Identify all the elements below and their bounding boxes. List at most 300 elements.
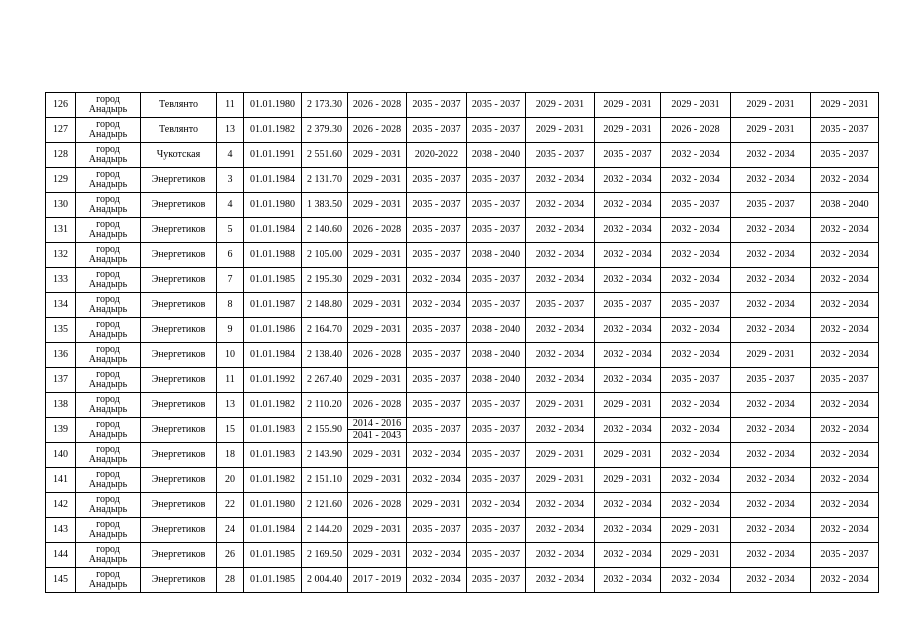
cell-period-8: 2032 - 2034 (811, 318, 879, 343)
cell-date: 01.01.1980 (244, 193, 302, 218)
cell-area: 2 267.40 (302, 368, 348, 393)
cell-house: 26 (217, 543, 244, 568)
cell-city (76, 493, 141, 518)
cell-date: 01.01.1984 (244, 168, 302, 193)
cell-house: 24 (217, 518, 244, 543)
cell-city (76, 218, 141, 243)
cell-period-8: 2032 - 2034 (811, 518, 879, 543)
cell-period-1: 2029 - 2031 (348, 193, 407, 218)
cell-city (76, 443, 141, 468)
cell-street: Энергетиков (141, 218, 217, 243)
city-line2: Анадырь (88, 579, 128, 590)
cell-period-7: 2032 - 2034 (731, 218, 811, 243)
city-line2: Анадырь (88, 104, 128, 115)
cell-period-6: 2032 - 2034 (661, 143, 731, 168)
cell-period-3: 2038 - 2040 (467, 143, 526, 168)
city-line1: город (96, 369, 120, 380)
cell-period-5: 2032 - 2034 (595, 218, 661, 243)
cell-city (76, 368, 141, 393)
city-line2: Анадырь (88, 279, 128, 290)
cell-period-7: 2032 - 2034 (731, 293, 811, 318)
cell-date: 01.01.1983 (244, 418, 302, 443)
cell-date: 01.01.1991 (244, 143, 302, 168)
city-line1: город (96, 219, 120, 230)
cell-street: Энергетиков (141, 368, 217, 393)
cell-period-4: 2032 - 2034 (526, 218, 595, 243)
housing-repair-schedule-table (45, 92, 879, 593)
cell-city (76, 168, 141, 193)
cell-period-2: 2035 - 2037 (407, 318, 467, 343)
cell-city (76, 543, 141, 568)
cell-period-3: 2035 - 2037 (467, 193, 526, 218)
city-line2: Анадырь (88, 204, 128, 215)
cell-period-8: 2032 - 2034 (811, 243, 879, 268)
cell-street: Энергетиков (141, 568, 217, 593)
cell-period-8: 2032 - 2034 (811, 393, 879, 418)
cell-period-3: 2035 - 2037 (467, 393, 526, 418)
cell-period-8: 2032 - 2034 (811, 493, 879, 518)
cell-period-8: 2032 - 2034 (811, 443, 879, 468)
cell-period-2: 2035 - 2037 (407, 193, 467, 218)
cell-area: 2 379.30 (302, 118, 348, 143)
cell-period-5: 2032 - 2034 (595, 168, 661, 193)
cell-number: 141 (46, 468, 76, 493)
city-line2: Анадырь (88, 179, 128, 190)
cell-number: 140 (46, 443, 76, 468)
cell-date: 01.01.1984 (244, 343, 302, 368)
city-line2: Анадырь (88, 404, 128, 415)
cell-period-4: 2032 - 2034 (526, 268, 595, 293)
cell-period-1: 2029 - 2031 (348, 168, 407, 193)
cell-street: Энергетиков (141, 293, 217, 318)
city-line2: Анадырь (88, 254, 128, 265)
cell-period-1: 2029 - 2031 (348, 318, 407, 343)
cell-period-8: 2032 - 2034 (811, 268, 879, 293)
table-row (46, 568, 879, 593)
cell-period-5: 2029 - 2031 (595, 443, 661, 468)
cell-period-8: 2032 - 2034 (811, 343, 879, 368)
cell-period-6: 2035 - 2037 (661, 368, 731, 393)
cell-house: 11 (217, 368, 244, 393)
cell-period-3: 2032 - 2034 (467, 493, 526, 518)
cell-period-1: 2029 - 2031 (348, 543, 407, 568)
cell-area: 2 164.70 (302, 318, 348, 343)
cell-period-3: 2035 - 2037 (467, 218, 526, 243)
city-line1: город (96, 269, 120, 280)
cell-period-6: 2032 - 2034 (661, 343, 731, 368)
cell-area: 2 151.10 (302, 468, 348, 493)
cell-period-6: 2032 - 2034 (661, 443, 731, 468)
period-1-top: 2014 - 2016 (348, 418, 406, 430)
cell-number: 143 (46, 518, 76, 543)
cell-city (76, 118, 141, 143)
cell-period-8: 2035 - 2037 (811, 543, 879, 568)
cell-period-4: 2035 - 2037 (526, 293, 595, 318)
cell-street: Энергетиков (141, 543, 217, 568)
city-line1: город (96, 469, 120, 480)
city-line1: город (96, 244, 120, 255)
cell-house: 13 (217, 118, 244, 143)
city-line2: Анадырь (88, 329, 128, 340)
cell-period-2: 2035 - 2037 (407, 93, 467, 118)
city-line1: город (96, 544, 120, 555)
cell-period-5: 2032 - 2034 (595, 418, 661, 443)
cell-area: 2 143.90 (302, 443, 348, 468)
cell-street: Энергетиков (141, 318, 217, 343)
cell-number: 129 (46, 168, 76, 193)
cell-city (76, 318, 141, 343)
cell-street: Энергетиков (141, 443, 217, 468)
cell-city (76, 93, 141, 118)
cell-period-7: 2032 - 2034 (731, 568, 811, 593)
cell-area: 2 144.20 (302, 518, 348, 543)
cell-date: 01.01.1982 (244, 468, 302, 493)
cell-number: 131 (46, 218, 76, 243)
cell-number: 135 (46, 318, 76, 343)
cell-house: 18 (217, 443, 244, 468)
table-row (46, 218, 879, 243)
cell-date: 01.01.1984 (244, 518, 302, 543)
cell-area: 2 173.30 (302, 93, 348, 118)
cell-period-1 (348, 418, 407, 443)
cell-period-5: 2029 - 2031 (595, 93, 661, 118)
city-line2: Анадырь (88, 554, 128, 565)
cell-house: 22 (217, 493, 244, 518)
cell-date: 01.01.1984 (244, 218, 302, 243)
cell-number: 137 (46, 368, 76, 393)
cell-period-7: 2032 - 2034 (731, 168, 811, 193)
cell-house: 15 (217, 418, 244, 443)
cell-period-4: 2032 - 2034 (526, 368, 595, 393)
cell-period-3: 2035 - 2037 (467, 543, 526, 568)
table-row (46, 168, 879, 193)
table-row (46, 268, 879, 293)
table-row (46, 193, 879, 218)
cell-city (76, 243, 141, 268)
table-row (46, 518, 879, 543)
cell-period-3: 2035 - 2037 (467, 93, 526, 118)
cell-date: 01.01.1987 (244, 293, 302, 318)
cell-period-8: 2029 - 2031 (811, 93, 879, 118)
city-line2: Анадырь (88, 154, 128, 165)
cell-period-2: 2035 - 2037 (407, 243, 467, 268)
cell-period-3: 2035 - 2037 (467, 293, 526, 318)
city-line2: Анадырь (88, 429, 128, 440)
cell-number: 133 (46, 268, 76, 293)
table-row (46, 343, 879, 368)
city-line2: Анадырь (88, 304, 128, 315)
cell-period-4: 2029 - 2031 (526, 443, 595, 468)
cell-period-6: 2032 - 2034 (661, 268, 731, 293)
cell-house: 9 (217, 318, 244, 343)
cell-period-5: 2032 - 2034 (595, 543, 661, 568)
cell-city (76, 193, 141, 218)
city-line1: город (96, 519, 120, 530)
table-row (46, 93, 879, 118)
cell-period-8: 2035 - 2037 (811, 143, 879, 168)
cell-period-2: 2035 - 2037 (407, 418, 467, 443)
city-line1: город (96, 94, 120, 105)
cell-period-4: 2032 - 2034 (526, 318, 595, 343)
cell-period-4: 2032 - 2034 (526, 418, 595, 443)
cell-period-3: 2035 - 2037 (467, 418, 526, 443)
cell-period-2: 2032 - 2034 (407, 268, 467, 293)
cell-period-6: 2029 - 2031 (661, 518, 731, 543)
cell-period-5: 2032 - 2034 (595, 568, 661, 593)
cell-period-4: 2029 - 2031 (526, 393, 595, 418)
cell-period-8: 2038 - 2040 (811, 193, 879, 218)
cell-number: 134 (46, 293, 76, 318)
cell-period-2: 2032 - 2034 (407, 468, 467, 493)
cell-period-2: 2032 - 2034 (407, 543, 467, 568)
cell-period-3: 2035 - 2037 (467, 168, 526, 193)
cell-period-2: 2035 - 2037 (407, 518, 467, 543)
cell-period-1: 2029 - 2031 (348, 518, 407, 543)
cell-period-1: 2029 - 2031 (348, 368, 407, 393)
cell-street: Энергетиков (141, 518, 217, 543)
cell-period-3: 2038 - 2040 (467, 243, 526, 268)
cell-city (76, 568, 141, 593)
cell-period-1: 2026 - 2028 (348, 493, 407, 518)
cell-period-7: 2032 - 2034 (731, 518, 811, 543)
cell-period-7: 2029 - 2031 (731, 118, 811, 143)
cell-date: 01.01.1985 (244, 543, 302, 568)
cell-period-4: 2032 - 2034 (526, 193, 595, 218)
cell-period-8: 2032 - 2034 (811, 293, 879, 318)
cell-number: 130 (46, 193, 76, 218)
cell-area: 2 169.50 (302, 543, 348, 568)
cell-period-1: 2029 - 2031 (348, 243, 407, 268)
cell-period-7: 2032 - 2034 (731, 543, 811, 568)
cell-period-8: 2032 - 2034 (811, 468, 879, 493)
cell-date: 01.01.1985 (244, 268, 302, 293)
cell-area: 2 131.70 (302, 168, 348, 193)
cell-period-2: 2035 - 2037 (407, 118, 467, 143)
cell-street: Энергетиков (141, 468, 217, 493)
cell-period-3: 2038 - 2040 (467, 368, 526, 393)
cell-street: Энергетиков (141, 418, 217, 443)
city-line1: город (96, 569, 120, 580)
cell-period-6: 2032 - 2034 (661, 318, 731, 343)
table-row (46, 243, 879, 268)
cell-period-4: 2032 - 2034 (526, 243, 595, 268)
cell-period-5: 2029 - 2031 (595, 393, 661, 418)
cell-city (76, 268, 141, 293)
cell-period-3: 2035 - 2037 (467, 518, 526, 543)
city-line1: город (96, 494, 120, 505)
cell-house: 4 (217, 193, 244, 218)
cell-area: 2 105.00 (302, 243, 348, 268)
cell-area: 2 148.80 (302, 293, 348, 318)
cell-period-2: 2035 - 2037 (407, 368, 467, 393)
cell-period-8: 2032 - 2034 (811, 168, 879, 193)
cell-period-8: 2035 - 2037 (811, 118, 879, 143)
cell-house: 28 (217, 568, 244, 593)
cell-period-5: 2032 - 2034 (595, 193, 661, 218)
table-row (46, 143, 879, 168)
cell-number: 126 (46, 93, 76, 118)
cell-city (76, 518, 141, 543)
cell-period-4: 2032 - 2034 (526, 568, 595, 593)
cell-period-7: 2032 - 2034 (731, 418, 811, 443)
cell-date: 01.01.1982 (244, 118, 302, 143)
cell-area: 2 138.40 (302, 343, 348, 368)
cell-period-5: 2032 - 2034 (595, 268, 661, 293)
cell-number: 145 (46, 568, 76, 593)
cell-period-5: 2029 - 2031 (595, 118, 661, 143)
cell-period-2: 2035 - 2037 (407, 343, 467, 368)
cell-house: 8 (217, 293, 244, 318)
cell-period-4: 2032 - 2034 (526, 543, 595, 568)
cell-house: 7 (217, 268, 244, 293)
table-row (46, 443, 879, 468)
cell-period-1: 2029 - 2031 (348, 268, 407, 293)
cell-date: 01.01.1980 (244, 93, 302, 118)
cell-number: 138 (46, 393, 76, 418)
cell-period-7: 2032 - 2034 (731, 393, 811, 418)
cell-area: 2 155.90 (302, 418, 348, 443)
cell-period-1: 2026 - 2028 (348, 218, 407, 243)
cell-street: Энергетиков (141, 393, 217, 418)
cell-house: 13 (217, 393, 244, 418)
cell-period-7: 2035 - 2037 (731, 368, 811, 393)
cell-number: 144 (46, 543, 76, 568)
cell-house: 6 (217, 243, 244, 268)
cell-area: 1 383.50 (302, 193, 348, 218)
cell-city (76, 418, 141, 443)
cell-date: 01.01.1985 (244, 568, 302, 593)
city-line2: Анадырь (88, 454, 128, 465)
cell-number: 139 (46, 418, 76, 443)
cell-period-1: 2029 - 2031 (348, 443, 407, 468)
cell-period-7: 2029 - 2031 (731, 343, 811, 368)
cell-date: 01.01.1992 (244, 368, 302, 393)
table-row (46, 118, 879, 143)
cell-period-8: 2032 - 2034 (811, 568, 879, 593)
cell-period-2: 2029 - 2031 (407, 493, 467, 518)
cell-city (76, 293, 141, 318)
city-line2: Анадырь (88, 504, 128, 515)
city-line1: город (96, 194, 120, 205)
cell-period-7: 2032 - 2034 (731, 143, 811, 168)
cell-period-2: 2032 - 2034 (407, 568, 467, 593)
cell-period-2: 2032 - 2034 (407, 443, 467, 468)
cell-period-2: 2035 - 2037 (407, 218, 467, 243)
cell-date: 01.01.1983 (244, 443, 302, 468)
city-line2: Анадырь (88, 379, 128, 390)
city-line1: город (96, 294, 120, 305)
cell-area: 2 195.30 (302, 268, 348, 293)
cell-period-6: 2026 - 2028 (661, 118, 731, 143)
cell-street: Чукотская (141, 143, 217, 168)
cell-area: 2 140.60 (302, 218, 348, 243)
cell-period-7: 2032 - 2034 (731, 268, 811, 293)
cell-period-3: 2038 - 2040 (467, 343, 526, 368)
cell-period-1: 2026 - 2028 (348, 393, 407, 418)
cell-period-6: 2032 - 2034 (661, 468, 731, 493)
table-body (46, 93, 879, 593)
cell-area: 2 110.20 (302, 393, 348, 418)
cell-period-5: 2032 - 2034 (595, 368, 661, 393)
cell-period-7: 2032 - 2034 (731, 318, 811, 343)
cell-period-3: 2035 - 2037 (467, 468, 526, 493)
cell-period-5: 2035 - 2037 (595, 293, 661, 318)
cell-house: 5 (217, 218, 244, 243)
cell-number: 136 (46, 343, 76, 368)
city-line1: город (96, 169, 120, 180)
table-row (46, 318, 879, 343)
city-line2: Анадырь (88, 354, 128, 365)
city-line2: Анадырь (88, 129, 128, 140)
cell-period-1: 2029 - 2031 (348, 468, 407, 493)
cell-date: 01.01.1986 (244, 318, 302, 343)
cell-period-5: 2032 - 2034 (595, 343, 661, 368)
cell-period-3: 2035 - 2037 (467, 568, 526, 593)
cell-date: 01.01.1982 (244, 393, 302, 418)
cell-house: 3 (217, 168, 244, 193)
cell-period-5: 2032 - 2034 (595, 518, 661, 543)
cell-street: Энергетиков (141, 168, 217, 193)
cell-period-6: 2032 - 2034 (661, 568, 731, 593)
cell-period-5: 2035 - 2037 (595, 143, 661, 168)
city-line2: Анадырь (88, 229, 128, 240)
cell-period-7: 2032 - 2034 (731, 493, 811, 518)
city-line1: город (96, 319, 120, 330)
period-1-bottom: 2041 - 2043 (352, 430, 402, 441)
cell-street: Тевлянто (141, 93, 217, 118)
cell-period-8: 2032 - 2034 (811, 218, 879, 243)
cell-period-6: 2035 - 2037 (661, 193, 731, 218)
cell-period-6: 2032 - 2034 (661, 168, 731, 193)
cell-number: 128 (46, 143, 76, 168)
cell-period-7: 2035 - 2037 (731, 193, 811, 218)
cell-date: 01.01.1988 (244, 243, 302, 268)
cell-period-4: 2029 - 2031 (526, 468, 595, 493)
table-row (46, 543, 879, 568)
cell-number: 132 (46, 243, 76, 268)
cell-area: 2 004.40 (302, 568, 348, 593)
city-line1: город (96, 344, 120, 355)
table-row (46, 368, 879, 393)
city-line2: Анадырь (88, 529, 128, 540)
city-line1: город (96, 119, 120, 130)
cell-period-4: 2029 - 2031 (526, 93, 595, 118)
cell-area: 2 551.60 (302, 143, 348, 168)
cell-period-1: 2026 - 2028 (348, 343, 407, 368)
cell-period-4: 2032 - 2034 (526, 518, 595, 543)
cell-period-5: 2032 - 2034 (595, 318, 661, 343)
cell-period-5: 2029 - 2031 (595, 468, 661, 493)
cell-period-2: 2032 - 2034 (407, 293, 467, 318)
cell-period-7: 2032 - 2034 (731, 443, 811, 468)
cell-number: 142 (46, 493, 76, 518)
cell-period-3: 2038 - 2040 (467, 318, 526, 343)
cell-period-6: 2032 - 2034 (661, 493, 731, 518)
cell-period-1: 2029 - 2031 (348, 143, 407, 168)
cell-city (76, 468, 141, 493)
table-row (46, 418, 879, 443)
cell-street: Энергетиков (141, 493, 217, 518)
cell-period-6: 2029 - 2031 (661, 93, 731, 118)
cell-city (76, 343, 141, 368)
cell-period-6: 2032 - 2034 (661, 393, 731, 418)
table-row (46, 393, 879, 418)
cell-period-4: 2035 - 2037 (526, 143, 595, 168)
cell-period-1: 2029 - 2031 (348, 293, 407, 318)
city-line1: город (96, 394, 120, 405)
cell-street: Энергетиков (141, 193, 217, 218)
cell-period-3: 2035 - 2037 (467, 443, 526, 468)
